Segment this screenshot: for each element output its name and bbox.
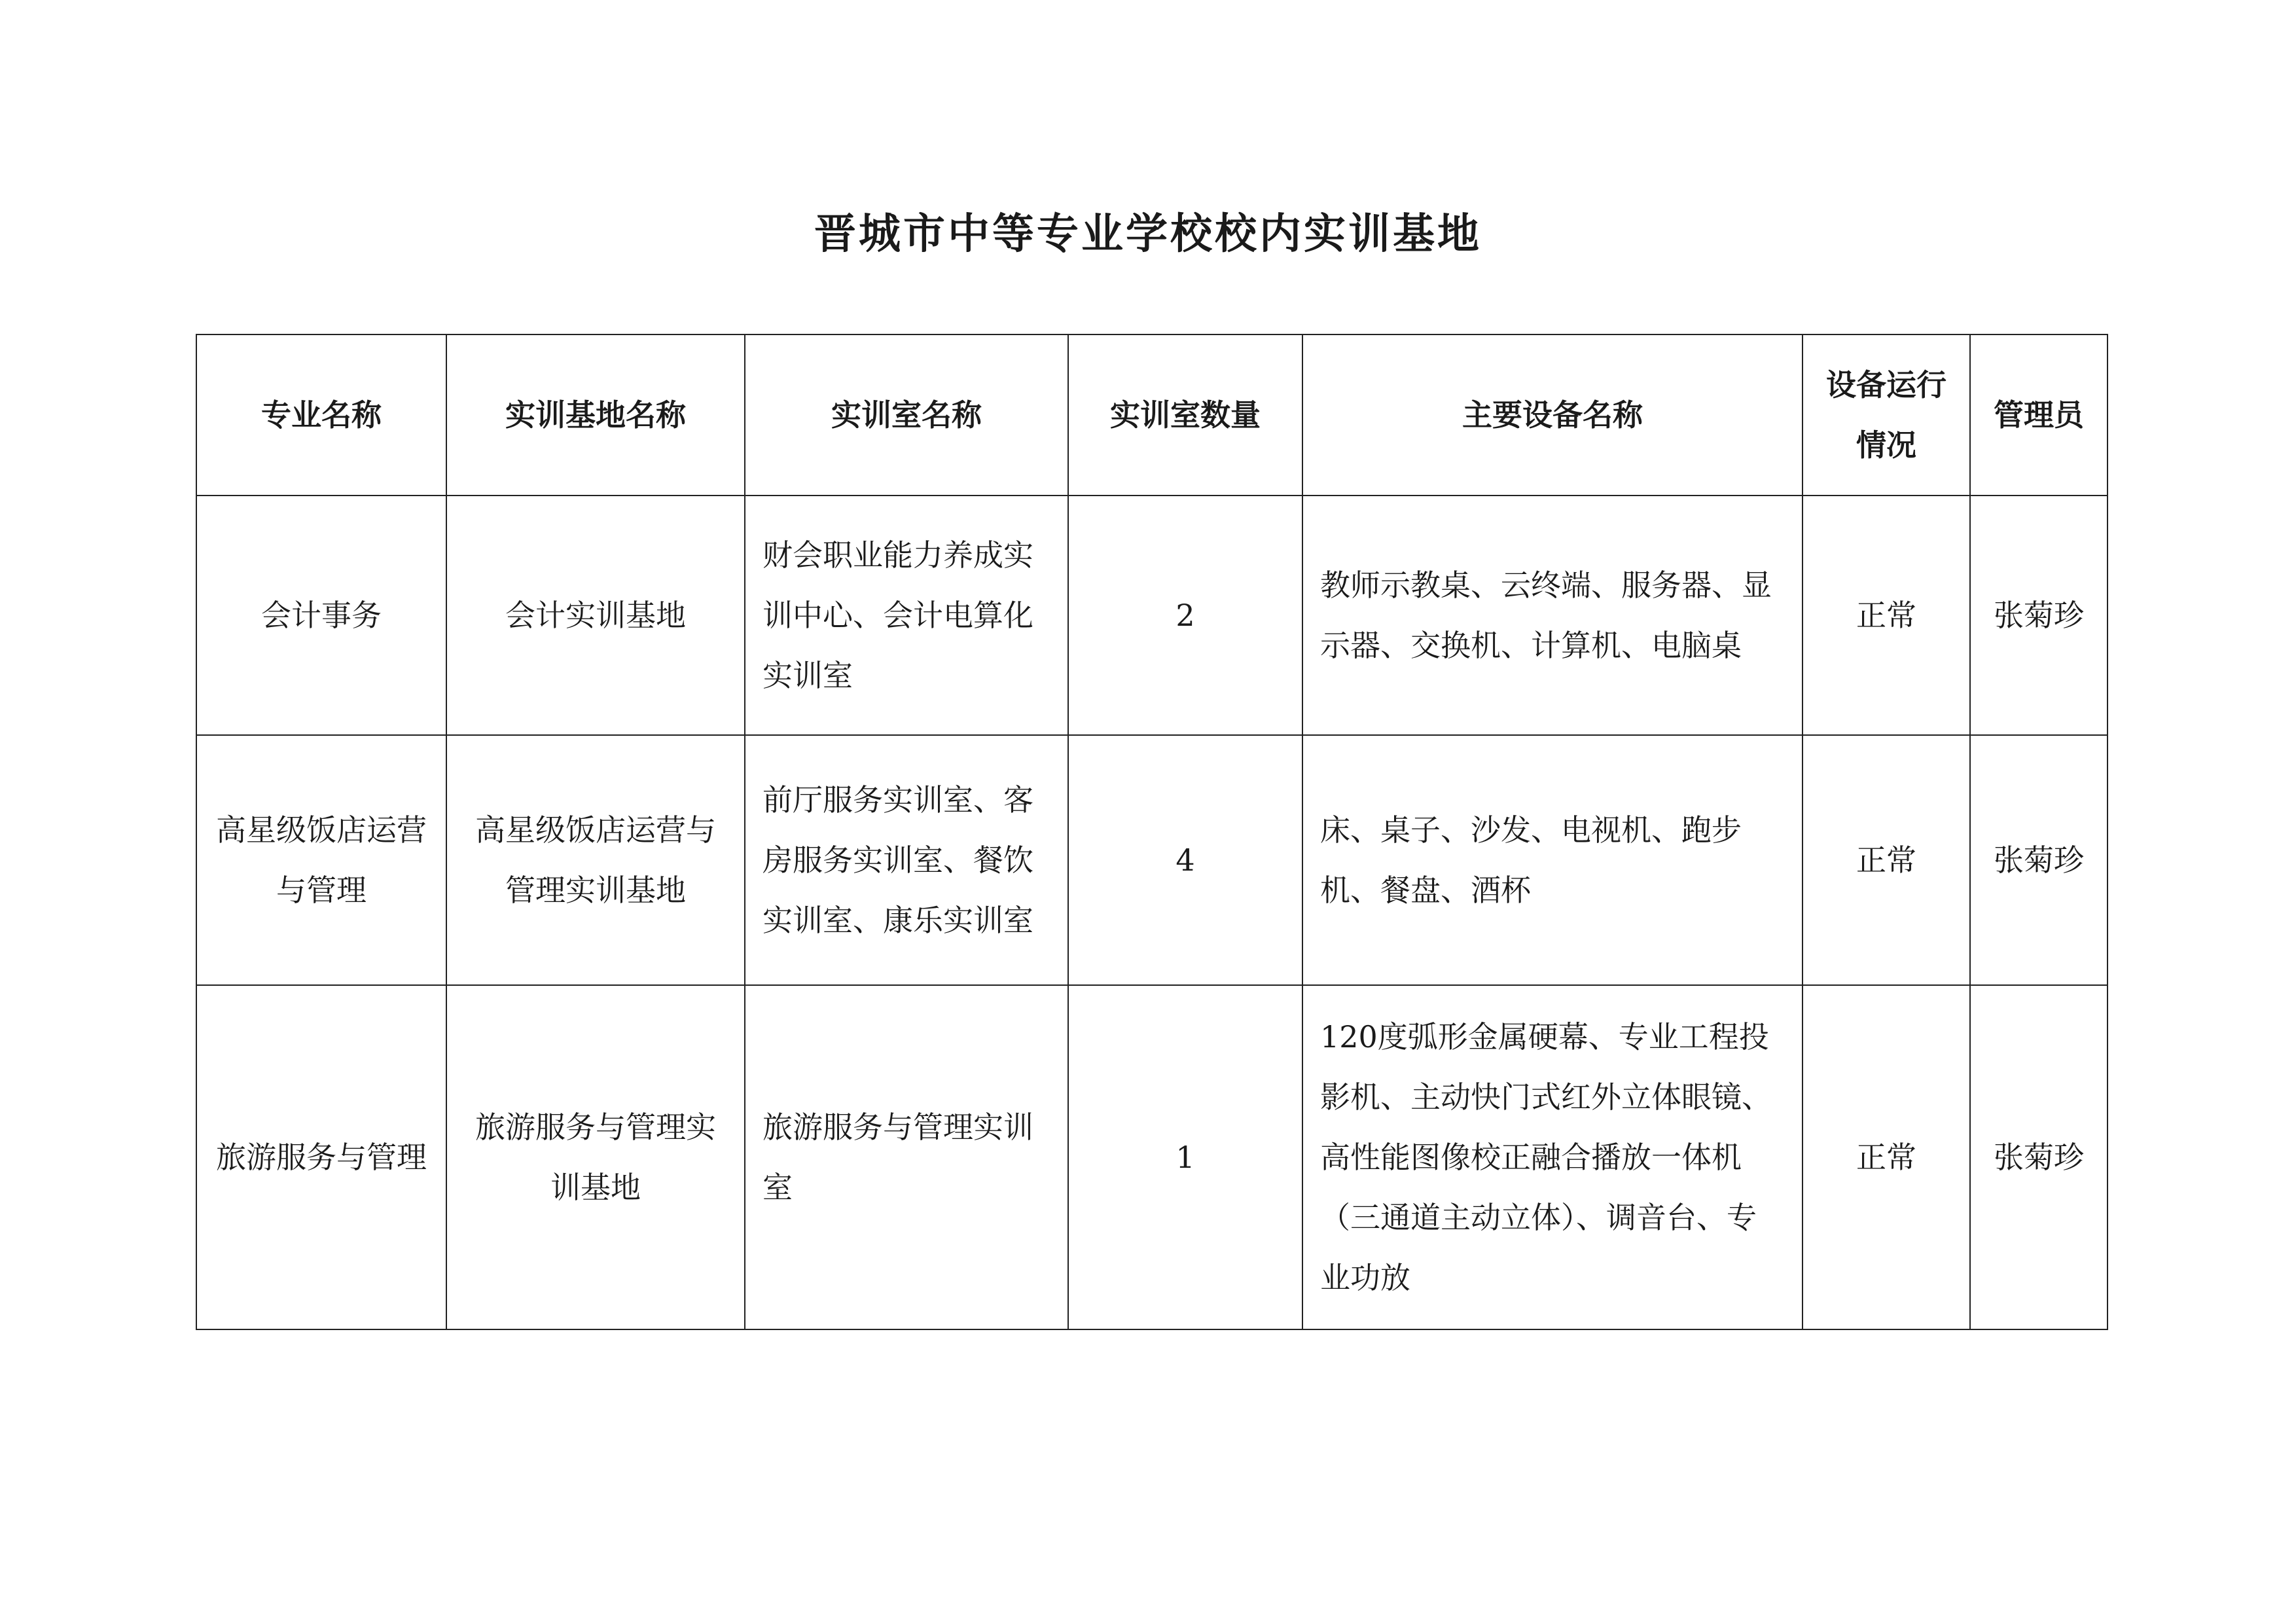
cell-room-count: 2 — [1068, 496, 1302, 735]
cell-status: 正常 — [1803, 496, 1970, 735]
cell-equipment: 床、桌子、沙发、电视机、跑步机、餐盘、酒杯 — [1302, 735, 1803, 985]
table-row — [196, 496, 2108, 735]
header-room-count: 实训室数量 — [1068, 334, 1302, 496]
cell-manager: 张菊珍 — [1970, 985, 2108, 1329]
cell-major: 旅游服务与管理 — [196, 985, 446, 1329]
cell-status: 正常 — [1803, 735, 1970, 985]
header-base-name: 实训基地名称 — [446, 334, 745, 496]
cell-manager: 张菊珍 — [1970, 496, 2108, 735]
cell-manager: 张菊珍 — [1970, 735, 2108, 985]
table-row — [196, 985, 2108, 1329]
table-header-row — [196, 334, 2108, 496]
cell-equipment: 教师示教桌、云终端、服务器、显示器、交换机、计算机、电脑桌 — [1302, 496, 1803, 735]
cell-room-name: 前厅服务实训室、客房服务实训室、餐饮实训室、康乐实训室 — [745, 735, 1068, 985]
cell-base-name: 高星级饭店运营与管理实训基地 — [446, 735, 745, 985]
cell-room-name: 旅游服务与管理实训室 — [745, 985, 1068, 1329]
cell-equipment: 120度弧形金属硬幕、专业工程投影机、主动快门式红外立体眼镜、高性能图像校正融合播放一体机（三通道主动立体）、调音台、专业功放 — [1302, 985, 1803, 1329]
table-row — [196, 735, 2108, 985]
cell-room-count: 1 — [1068, 985, 1302, 1329]
training-base-table — [196, 334, 2108, 1330]
header-status-line2: 情况 — [1856, 427, 1916, 463]
cell-major: 高星级饭店运营与管理 — [196, 735, 446, 985]
cell-status: 正常 — [1803, 985, 1970, 1329]
header-status — [1803, 334, 1970, 496]
header-equipment: 主要设备名称 — [1302, 334, 1803, 496]
header-status-line1: 设备运行 — [1826, 367, 1946, 403]
cell-room-name: 财会职业能力养成实训中心、会计电算化实训室 — [745, 496, 1068, 735]
cell-room-count: 4 — [1068, 735, 1302, 985]
header-room-name: 实训室名称 — [745, 334, 1068, 496]
header-manager: 管理员 — [1970, 334, 2108, 496]
cell-major: 会计事务 — [196, 496, 446, 735]
cell-base-name: 会计实训基地 — [446, 496, 745, 735]
cell-base-name: 旅游服务与管理实训基地 — [446, 985, 745, 1329]
header-major: 专业名称 — [196, 334, 446, 496]
page-title: 晋城市中等专业学校校内实训基地 — [814, 209, 1482, 259]
